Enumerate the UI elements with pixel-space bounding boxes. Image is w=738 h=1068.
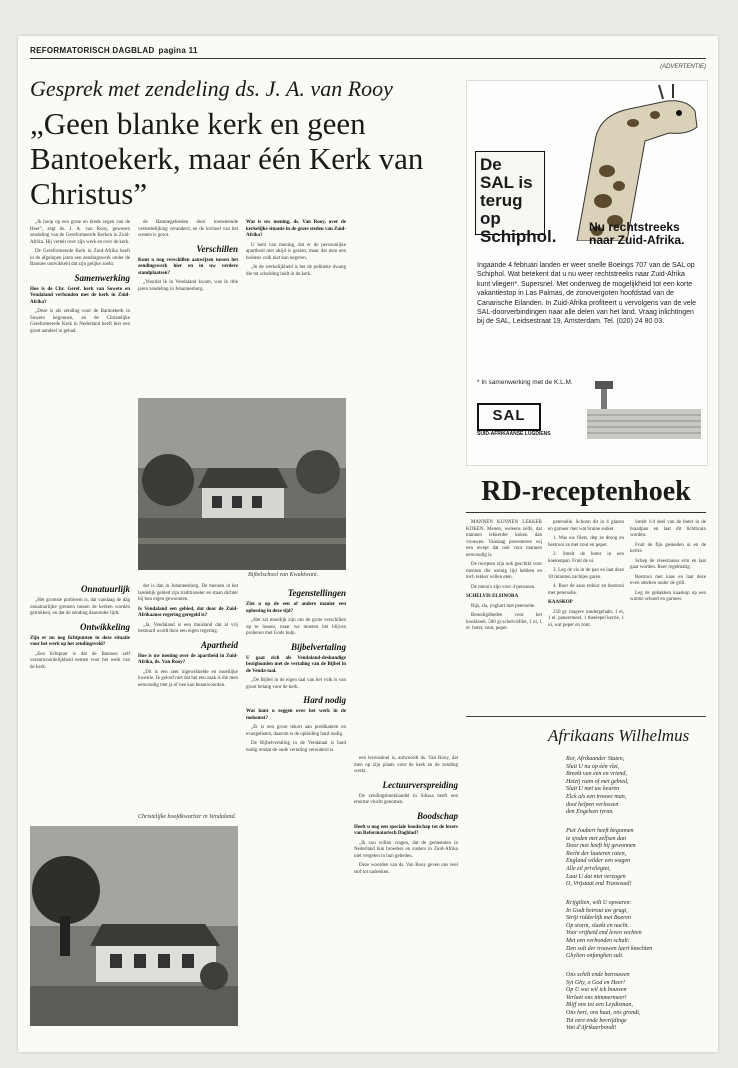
paragraph: Schep de vleesmassa erin en laat gaar worden. Roer regelmatig. bbox=[630, 558, 706, 570]
poem-line: O, Vrijstaat end Transvaal! bbox=[566, 881, 632, 888]
advert-label: (ADVERTENTIE) bbox=[660, 64, 706, 70]
question: Kunt u nog verschillen aanwijzen tussen het zendingswerk hier en in uw verdere standplaatsen? bbox=[138, 257, 238, 276]
newspaper-page bbox=[18, 36, 718, 1052]
poem-title: Afrikaans Wilhelmus bbox=[548, 726, 690, 745]
paragraph: De recepten zijn ook geschikt voor mensen die weinig tijd hebben en toch lekker willen eten. bbox=[466, 562, 542, 580]
subhead-boodschap: Boodschap bbox=[416, 810, 458, 821]
poem-line: Sluit U nu op één vlet, bbox=[566, 763, 620, 770]
caption-top: Bijbelschool van Kwaktwani. bbox=[248, 572, 319, 578]
paragraph: Rijs, sla, yoghurt met peterselie. bbox=[471, 603, 536, 609]
paragraph: Fruit de fijn gesneden ui en de kerrie. bbox=[630, 542, 706, 554]
paragraph: De zendingsboekhandel in Sibasa heeft een enorme vlucht genomen. bbox=[354, 793, 458, 805]
paragraph: „Ja, Vendaland is een thuisland dat al vrij bestuurd wordt door een eigen regering. bbox=[138, 622, 238, 634]
poem-line: Ons hert, ons haat, ons grondt, bbox=[566, 1009, 641, 1016]
sal-logo: SAL bbox=[477, 403, 541, 431]
paragraph: U bent van mening, dat er de persoonlijke apartheid niet altijd is gezien, maar dat men een heidens volk niet kan negeren. bbox=[246, 242, 346, 261]
subhead-onnatuurlijk: Onnatuurlijk bbox=[80, 584, 130, 594]
poem-line: Elck als een trouwe man, bbox=[566, 793, 627, 800]
recipes-column-3 bbox=[630, 520, 706, 607]
paragraph: „Het zal moeilijk zijn om de grote verschillen op te lossen, maar we moeten het blijven proberen met Gods hulp. bbox=[246, 618, 346, 636]
paper-name: REFORMATORISCH DAGBLAD bbox=[30, 46, 155, 55]
paragraph: Bestrooi met kaas en laat deze even smelten onder de grill. bbox=[630, 574, 706, 586]
poem-line: In Godt betrout uw grugt, bbox=[566, 907, 628, 914]
page-header bbox=[30, 46, 706, 59]
poem-line: Piet Joubert heeft begonnen bbox=[566, 828, 634, 834]
poem-line: Van d'Afrikaerbondt! bbox=[566, 1025, 617, 1032]
section-divider bbox=[466, 716, 706, 717]
poem-line: Strijt ridderlijk met Boeren bbox=[566, 915, 631, 922]
poem-stanza-4 bbox=[566, 972, 706, 1033]
poem-line: Den solt der trouwen laert knechten bbox=[566, 945, 653, 952]
question: Heeft u nog een speciale boodschap tot de lezers van Reformatorisch Dagblad? bbox=[354, 824, 458, 836]
question: Is Vendaland een gebied, dat door de Zuid-Afrikaanse regering geregeld is? bbox=[138, 606, 238, 618]
recipe-name: KAASKOP bbox=[548, 600, 573, 605]
paragraph: MANNEN KUNNEN LEKKER KOKEN. Menen, weleens zelfs, dat mannen lekkerder koken dan vrouwen. Vandaag presenteren wij een recept dat ook voor mannen eenvoudig is. bbox=[466, 520, 542, 558]
advert-body: Ingaande 4 februari landen er weer snelle Boeings 707 van de SAL op Schiphol. Wat betekent dat u nu weer rechtstreeks naar Zuid-Afrika kunt vliegen*. Supersnel. Met onderweg de mogelijkheid tot een korte vakantiestop in Las Palmas, de zonovergoten hoofdstad van de Canarische Eilanden. In Zuid-Afrika profiteert u vervolgens van de vele SAL-doorverbindingen naar alle delen van het land. Vraag inlichtingen bij de SAL, Leidsestraat 19, Amsterdam. Tel. (020) 24 80 03. bbox=[477, 262, 697, 326]
poem-line: Recht der lauteren raten, bbox=[566, 850, 627, 857]
subhead-tegenstellingen: Tegenstellingen bbox=[287, 588, 346, 598]
page-number: pagina 11 bbox=[158, 46, 198, 55]
subhead-ontwikkeling: Ontwikkeling bbox=[79, 621, 130, 632]
question: Hoe is uw mening over de apartheid in Zuid-Afrika, ds. Van Rooy? bbox=[138, 653, 238, 665]
poem-line: Verlaet ons nimmermeer! bbox=[566, 994, 627, 1001]
paragraph: „Een lichtpunt is dat de Bantoes zelf verantwoordelijkheid nemen voor het werk van de kerk. bbox=[30, 651, 130, 670]
article-column-2-lower bbox=[138, 584, 238, 692]
poem-line: Met een verbonden schalt: bbox=[566, 937, 630, 944]
paragraph: 2. Smelt de boter in een koekenpan. Fruit de ui. bbox=[548, 552, 624, 564]
poem-stanza-2 bbox=[566, 828, 706, 889]
poem-line: Ror, Afrikaander Staten, bbox=[566, 756, 625, 762]
poem-line: Sluit U met uw keuren bbox=[566, 786, 620, 793]
question: Wat is uw mening, ds. Van Rooy, over de kerkelijke situatie in de grote steden van Zuid-Afrika? bbox=[246, 220, 346, 238]
paragraph: Benodigdheden voor het kookboek. 500 gr schelvisfilet, 1 ui, 1 el. boter, zout, peper. bbox=[466, 613, 542, 631]
poem-line: England wilder een wagen bbox=[566, 858, 631, 865]
question: Ziet u op de een of andere manier een oplossing in deze tijd? bbox=[246, 602, 346, 614]
poem-line: Alle zil privilegiet, bbox=[566, 865, 611, 872]
paragraph: De Gereformeerde Kerk in Zuid-Afrika heeft in de afgelopen jaren een zendingswerk onder de Bantoes ontwikkeld dat zijn gelijke zoekt. bbox=[30, 249, 130, 267]
paragraph: Smelt 1/4 deel van de boter in de braadpan en laat dit lichtbruin worden. bbox=[630, 520, 706, 538]
paragraph: 1. Was uw filets, dep ze droog en bestrooi ze met zout en peper. bbox=[548, 536, 624, 548]
paragraph: „Het grootste probleem is, dat vandaag de dag onnatuurlijke grenzen tussen de kerken worden getrokken, en dat de zending daaronder lijdt. bbox=[30, 598, 130, 616]
poem-line: Syt Ghy, o God en Heer! bbox=[566, 979, 625, 986]
question: U gaat zich als Vendaland-deskundige bezighouden met de vertaling van de Bijbel in de Venda-taal. bbox=[246, 655, 346, 674]
question: Wat kunt u zeggen over het werk in de toekomst? bbox=[246, 709, 346, 721]
poem-line: Door met heeft hij gewonnen bbox=[566, 843, 636, 850]
subhead-hard-nodig: Hard nodig bbox=[303, 695, 346, 705]
article-column-2 bbox=[138, 220, 238, 296]
paragraph: een levensdoel is, antwoordt ds. Van Rooy, dat men op zijn plaats voor de kerk en de zending werkt. bbox=[354, 756, 458, 774]
sal-advertisement bbox=[466, 80, 708, 466]
paragraph: Deze woorden van ds. Van Rooy geven ons veel stof tot nadenken. bbox=[354, 863, 458, 875]
article-column-3-lower bbox=[246, 584, 346, 757]
subhead-verschillen: Verschillen bbox=[196, 243, 238, 254]
poem-line: Krijgtlien, wilt U opwaren: bbox=[566, 900, 632, 906]
subhead-samenwerking: Samenwerking bbox=[74, 272, 130, 283]
poem-line: dooi helpen verlossen bbox=[566, 801, 619, 808]
poem-line: Hetzij ruim of met gebied, bbox=[566, 778, 629, 785]
poem-line: Op storm, slaekt en nacht. bbox=[566, 922, 629, 929]
poem-line: Laat U dat niet verzagen bbox=[566, 873, 626, 880]
recipes-column-2 bbox=[548, 520, 624, 632]
poem-line: Tot eere ende bevrijdinge bbox=[566, 1017, 627, 1024]
giraffe-illustration bbox=[537, 81, 707, 241]
paragraph: „In de werkelijkheid is het de politieke dwang die tot scheiding leidt in de kerk. bbox=[246, 265, 346, 277]
advert-footnote: * In samenwerking met de K.L.M. bbox=[477, 379, 573, 386]
poem-line: Ghylien onfanghen sult. bbox=[566, 953, 624, 960]
paragraph: „De Bijbel in de eigen taal van het volk is van groot belang voor de kerk. bbox=[246, 678, 346, 690]
question: Hoe is de Chr. Geref. kerk van Soweto en Vendaland verbonden met de kerk in Zuid-Afrika? bbox=[30, 286, 130, 305]
paragraph: De Bijbelvertaling in de Vendataal is hard nodig omdat de oude vertaling verouderd is. bbox=[246, 741, 346, 753]
poem-line: den Engelsen tyran. bbox=[566, 809, 614, 816]
article-kicker: Gesprek met zendeling ds. J. A. van Rooy bbox=[30, 76, 393, 101]
paragraph: „Ik zou willen vragen, dat de gemeenten in Nederland hun broeders en zusters in Zuid-Afrika niet vergeten in hun gebeden. bbox=[354, 840, 458, 859]
article-headline: „Geen blanke kerk en geen Bantoekerk, maar één Kerk van Christus” bbox=[30, 106, 424, 211]
paragraph: „Er is een groot tekort aan predikanten en evangelisten, daarom is de opleiding hard nodig. bbox=[246, 725, 346, 737]
subhead-apartheid: Apartheid bbox=[200, 639, 238, 650]
poem-line: Voor vrijheid end leven vechten bbox=[566, 930, 642, 937]
airport-illustration bbox=[587, 379, 701, 439]
poem-line: Blijf ons tot een Leydtsman, bbox=[566, 1002, 633, 1009]
poem-stanza-1 bbox=[566, 756, 706, 817]
article-column-4 bbox=[354, 756, 458, 879]
recipe-name: SCHELVIS ELSINORA bbox=[466, 594, 519, 599]
paragraph: de Bantoegebieden door toenemende verstedelijking veranderd, en de invloed van het westen is groot. bbox=[138, 220, 238, 238]
poem-line: Breekt van eén en vriend, bbox=[566, 771, 627, 778]
article-column-3 bbox=[246, 220, 346, 281]
paragraph: „Voordat ik in Vendaland kwam, was ik drie jaren zendeling in Johannesburg. bbox=[138, 280, 238, 292]
paragraph: peterselie. Schoon dit in 4 glazen en garneer met wat bruine suiker. bbox=[548, 520, 624, 532]
paragraph: 4. Roer de saus erdoor en bestrooi met peterselie. bbox=[548, 584, 624, 596]
caption-bottom: Christelijke hoofdkwartier in Vendaland. bbox=[138, 814, 236, 820]
advert-slogan: Nu rechtstreeks naar Zuid-Afrika. bbox=[589, 220, 685, 247]
recipes-column-1 bbox=[466, 520, 542, 636]
poem-line: Op U soo wil ick bouwen bbox=[566, 987, 627, 994]
paragraph: „Dit is een zeer ingewikkelde en moeilijke kwestie. Ik geloof niet dat het een zaak is die men eenvoudig met ja of nee kan beantwoorden. bbox=[138, 669, 238, 688]
advert-headline: De SAL is terug op Schiphol. bbox=[475, 151, 545, 235]
paragraph: Leg de gebakken kaaskop op een warme schotel en garneer. bbox=[630, 590, 706, 602]
article-column-1-lower bbox=[30, 580, 130, 674]
poem-stanza-3 bbox=[566, 900, 706, 961]
paragraph: De menu's zijn voor 4 personen. bbox=[471, 584, 536, 590]
poem-line: te sjoden met zelfsen dan bbox=[566, 835, 626, 842]
poem-line: Ons schilt ende betrouwen bbox=[566, 972, 630, 978]
paragraph: „Ik hoop op een grote en brede zegen van de Heer”, zegt ds. J. A. van Rooy, gewezen zendeling van de Gereformeerde Kerken in Zuid-Afrika. Hij vertelt over zijn werk en over de kerk. bbox=[30, 220, 130, 245]
question: Zijn er nu nog lichtpunten in deze situatie voor het werk op het zendingsveld? bbox=[30, 635, 130, 647]
recipes-title: RD-receptenhoek bbox=[466, 476, 706, 513]
paragraph: 250 gr. magere rundergehakt, 1 ei, 1 el. paneermeel, 1 theelepel kerrie, 1 ui, wat peper en zout. bbox=[548, 609, 624, 628]
photo-headquarters bbox=[30, 826, 238, 1026]
photo-bible-school bbox=[138, 398, 346, 570]
subhead-lectuurverspreiding: Lectuurverspreiding bbox=[382, 779, 458, 790]
subhead-bijbelvertaling: Bijbelvertaling bbox=[291, 641, 346, 652]
article-column-1 bbox=[30, 220, 130, 338]
paragraph: der is dan in Johannesburg. De mensen in het landelijk gebied zijn traditioneler en staan dichter bij hun eigen gewoonten. bbox=[138, 584, 238, 602]
paragraph: 3. Leg de vis in de pan en laat deze 10 minuten zachtjes garen. bbox=[548, 568, 624, 580]
sal-logo-subtitle: SUID-AFRIKAANSE LUGDIENS bbox=[477, 431, 551, 437]
paragraph: „Deze is als zending voor de Bantoekerk in Soweto begonnen, en de Christelijke Gereformeerde Kerk in Nederland heeft hier een groot aandeel in gehad. bbox=[30, 309, 130, 334]
